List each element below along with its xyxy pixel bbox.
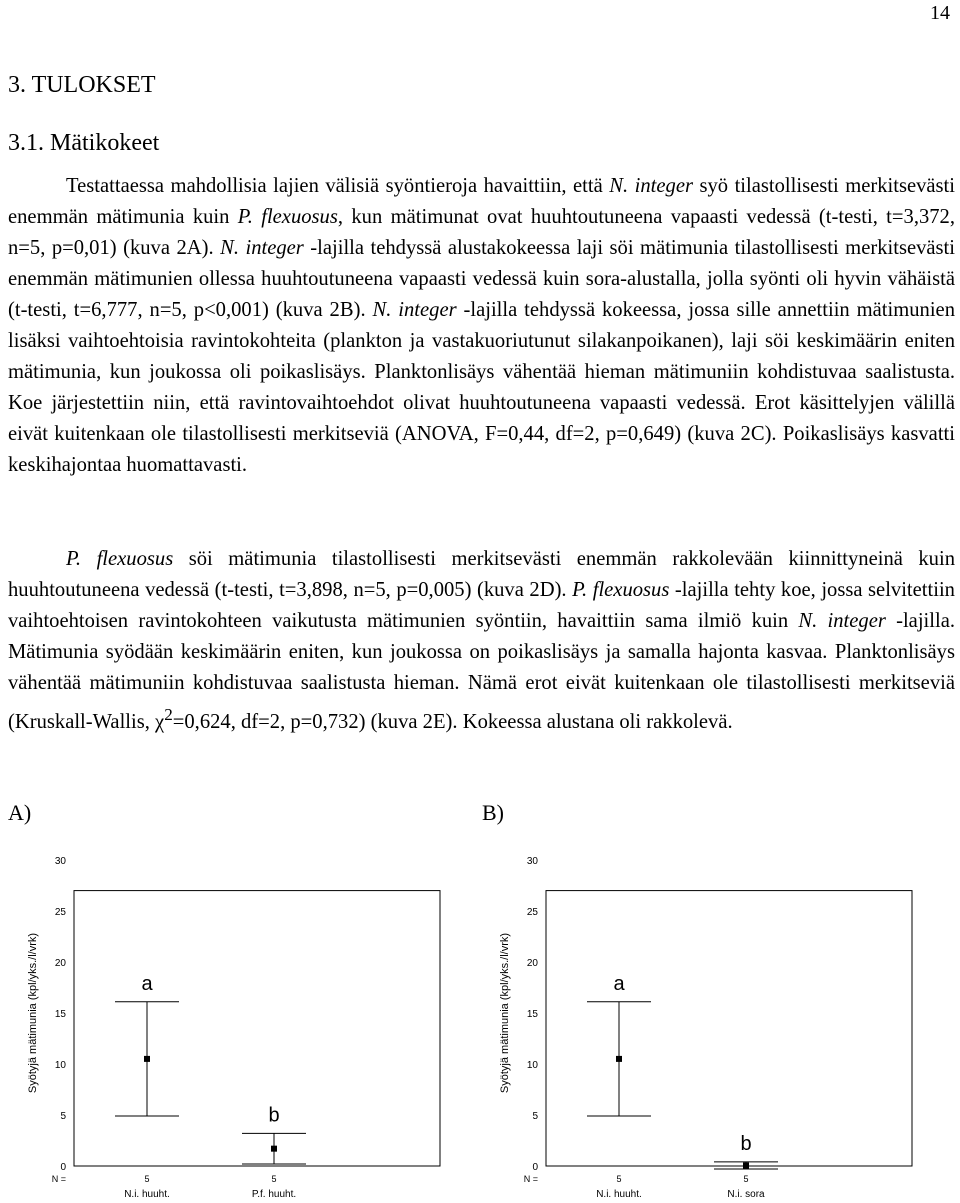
figure-label-b: B): [482, 800, 504, 825]
paragraph-results-2: [8, 544, 955, 738]
chart-a: [22, 840, 442, 1203]
significance-letter: b: [268, 1104, 280, 1127]
chart-b-svg: [494, 840, 914, 1198]
paragraph-results-1: [8, 171, 955, 481]
y-axis-label: Syötyjä mätimunia (kpl/yks./l/vrk): [27, 932, 39, 1094]
plot-frame: [546, 891, 912, 1166]
y-tick-label: 5: [532, 1111, 538, 1122]
y-tick-label: 30: [54, 856, 66, 867]
species-name: N. integer: [220, 237, 304, 259]
text-run: -lajilla tehdyssä alustakokeessa laji söi mätimunia tilastollisesti merkitsevästi enemmän mätimunien ollessa huuhtoutuneena vapaasti vedessä kuin sora-alustalla, jolla syönti oli hyvin vähäistä (t-testi, t=6,777, n=5, p<0,001) (kuva 2B).: [8, 237, 955, 321]
species-name: P. flexuosus: [66, 548, 174, 570]
species-name: P. flexuosus: [572, 579, 670, 601]
category-label: N.i. huuht.: [596, 1189, 642, 1198]
mean-marker: [144, 1056, 150, 1062]
mean-marker: [616, 1056, 622, 1062]
species-name: P. flexuosus: [237, 206, 338, 228]
figure-label-a: A): [8, 800, 32, 825]
significance-letter: b: [740, 1132, 752, 1155]
species-name: N. integer: [798, 610, 886, 632]
text-run: syö tilastollisesti merkitsevästi enemmän mätimunia kuin: [8, 175, 955, 228]
significance-letter: a: [613, 972, 625, 995]
species-name: N. integer: [609, 175, 693, 197]
species-name: N. integer: [372, 299, 457, 321]
n-value: 5: [743, 1174, 749, 1184]
mean-marker: [743, 1162, 749, 1168]
category-label: N.i. sora: [727, 1189, 765, 1198]
section-heading: 3. TULOKSET: [8, 72, 156, 98]
n-label: N =: [523, 1174, 538, 1184]
y-tick-label: 0: [532, 1162, 538, 1173]
y-tick-label: 10: [526, 1060, 538, 1071]
y-tick-label: 25: [526, 907, 538, 918]
y-tick-label: 25: [54, 907, 66, 918]
y-tick-label: 30: [526, 856, 538, 867]
text-run: -lajilla. Mätimunia syödään keskimäärin eniten, kun joukossa on poikaslisäys ja samalla hajonta kasvaa. Planktonlisäys vähentää mätimuniin kohdistuvaa saalistusta hieman. Nämä erot eivät kuitenkaan ole tilastollisesti merkitseviä (Kruskall-Wallis,: [8, 610, 955, 733]
text-run: -lajilla tehdyssä kokeessa, jossa sille annettiin mätimunien lisäksi vaihtoehtoisia ravintokohteita (plankton ja vastakuoriutunut silakanpoikanen), laji söi keskimäärin eniten mätimunia, kun joukossa oli poikaslisäys. Planktonlisäys vähentää hieman mätimuniin kohdistuvaa saalistusta. Koe järjestettiin niin, että ravintovaihtoehdot olivat huuhtoutuneena vapaasti vedessä. Erot käsittelyjen välillä eivät kuitenkaan ole tilastollisesti merkitseviä (ANOVA, F=0,44, df=2, p=0,649) (kuva 2C). Poikaslisäys kasvatti keskihajontaa huomattavasti.: [8, 299, 955, 476]
page-number: 14: [930, 2, 950, 24]
mean-marker: [271, 1146, 277, 1152]
y-tick-label: 20: [526, 958, 538, 969]
n-value: 5: [271, 1174, 277, 1184]
superscript: 2: [164, 705, 173, 724]
y-tick-label: 5: [60, 1111, 66, 1122]
subsection-heading: 3.1. Mätikokeet: [8, 130, 160, 156]
text-run: Testattaessa mahdollisia lajien välisiä syöntieroja havaittiin, että: [66, 175, 610, 197]
plot-frame: [74, 891, 440, 1166]
chart-a-svg: [22, 840, 442, 1198]
text-run: =0,624, df=2, p=0,732) (kuva 2E). Kokeessa alustana oli rakkolevä.: [172, 710, 733, 733]
text-run: , kun mätimunat ovat huuhtoutuneena vapaasti vedessä (t-testi, t=3,372, n=5, p=0,01) (kuva 2A).: [8, 206, 956, 259]
y-tick-label: 20: [54, 958, 66, 969]
category-label: N.i. huuht.: [124, 1189, 170, 1198]
chart-b: [494, 840, 914, 1203]
n-value: 5: [144, 1174, 150, 1184]
n-label: N =: [51, 1174, 66, 1184]
y-tick-label: 15: [54, 1009, 66, 1020]
n-value: 5: [616, 1174, 622, 1184]
category-label: P.f. huuht.: [251, 1189, 297, 1198]
y-axis-label: Syötyjä mätimunia (kpl/yks./l/vrk): [499, 932, 511, 1094]
y-tick-label: 0: [60, 1162, 66, 1173]
text-run: -lajilla tehty koe, jossa selvitettiin vaihtoehtoisen ravintokohteen vaikutusta mätimunien syöntiin, havaittiin sama ilmiö kuin: [8, 579, 955, 632]
y-tick-label: 10: [54, 1060, 66, 1071]
y-tick-label: 15: [526, 1009, 538, 1020]
chi-symbol: χ: [155, 710, 165, 733]
text-run: söi mätimunia tilastollisesti merkitsevästi enemmän rakkolevään kiinnittyneinä kuin huuhtoutuneena vedessä (t-testi, t=3,898, n=5, p=0,005) (kuva 2D).: [8, 548, 955, 601]
significance-letter: a: [141, 972, 153, 995]
